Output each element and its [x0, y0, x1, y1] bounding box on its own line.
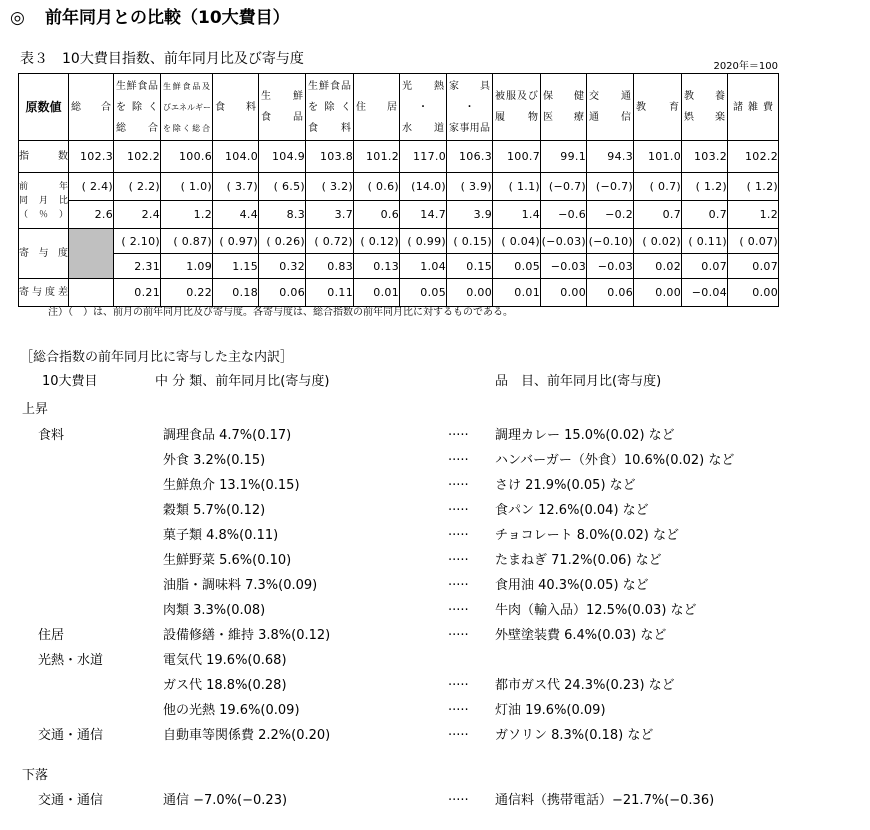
header-line: 生鮮食品 — [116, 80, 158, 92]
header-furniture — [447, 74, 493, 141]
subclass-value: ガス代 18.8%(0.28) — [163, 678, 287, 693]
shaded-blank-cell — [69, 229, 114, 279]
header-line: 保 健 — [543, 91, 584, 102]
header-line: 総 合 — [71, 101, 111, 113]
value-cell: 1.4 — [493, 201, 541, 229]
value-cell: 0.13 — [354, 254, 400, 279]
item-value: 食パン 12.6%(0.04) など — [495, 503, 649, 518]
value-cell: 0.07 — [682, 254, 728, 279]
value-cell: 0.6 — [354, 201, 400, 229]
value-cell: 104.9 — [259, 141, 306, 173]
value-cell: ( 0.6) — [354, 173, 400, 201]
value-cell: 0.07 — [728, 254, 779, 279]
header-line: 教 養 — [684, 91, 725, 102]
leader-dots: ····· — [448, 628, 469, 643]
subclass-value: 肉類 3.3%(0.08) — [163, 603, 266, 618]
cpi-table — [18, 73, 779, 307]
subclass-value: 外食 3.2%(0.15) — [163, 453, 266, 468]
value-cell: 2.4 — [114, 201, 161, 229]
value-cell: 0.15 — [447, 254, 493, 279]
header-housing — [354, 74, 400, 141]
breakdown-col-category: 10大費目 — [42, 374, 98, 389]
row-yoy-curr — [19, 201, 779, 229]
subclass-value: 菓子類 4.8%(0.11) — [163, 528, 279, 543]
value-cell: ( 0.11) — [682, 229, 728, 254]
subclass-value: 油脂・調味料 7.3%(0.09) — [163, 578, 318, 593]
row-contrib-curr — [19, 254, 779, 279]
value-cell: 0.00 — [728, 279, 779, 307]
value-cell: 103.8 — [306, 141, 354, 173]
subclass-value: 他の光熱 19.6%(0.09) — [163, 703, 300, 718]
table-header-row — [19, 74, 779, 141]
value-cell: (−0.10) — [587, 229, 634, 254]
header-line: びエネルギー — [163, 102, 211, 112]
leader-dots: ····· — [448, 678, 469, 693]
leader-dots: ····· — [448, 578, 469, 593]
row-label-text: 寄与度 — [19, 247, 68, 259]
header-fresh-food — [259, 74, 306, 141]
value-cell: 0.01 — [354, 279, 400, 307]
value-cell: 102.3 — [69, 141, 114, 173]
header-line: 住 居 — [356, 101, 397, 113]
value-cell: 0.7 — [682, 201, 728, 229]
value-cell: 101.2 — [354, 141, 400, 173]
value-cell: 102.2 — [728, 141, 779, 173]
value-cell: 3.7 — [306, 201, 354, 229]
leader-dots: ····· — [448, 428, 469, 443]
header-line: 食 料 — [308, 122, 351, 134]
value-cell: 8.3 — [259, 201, 306, 229]
header-education — [634, 74, 682, 141]
row-contrib-diff — [19, 279, 779, 307]
value-cell: −0.6 — [541, 201, 587, 229]
rise-label: 上昇 — [22, 402, 49, 417]
row-label-contrib-diff — [19, 279, 69, 307]
value-cell: −0.03 — [541, 254, 587, 279]
header-raw-values — [19, 74, 69, 141]
value-cell: 117.0 — [400, 141, 447, 173]
value-cell: 1.2 — [161, 201, 213, 229]
header-line: 教 育 — [636, 101, 679, 113]
item-value: ハンバーガー（外食）10.6%(0.02) など — [495, 453, 735, 468]
value-cell: 0.00 — [634, 279, 682, 307]
leader-dots: ····· — [448, 703, 469, 718]
subclass-value: 調理食品 4.7%(0.17) — [163, 428, 292, 443]
value-cell: −0.2 — [587, 201, 634, 229]
value-cell: 0.18 — [213, 279, 259, 307]
header-line: 家 具 — [449, 80, 490, 92]
header-line: を除く — [116, 101, 158, 113]
category-label: 光熱・水道 — [38, 653, 104, 668]
header-fuel-light-water — [400, 74, 447, 141]
value-cell: (−0.7) — [587, 173, 634, 201]
header-line: 履 物 — [495, 112, 538, 123]
value-cell: 2.6 — [69, 201, 114, 229]
value-cell: 0.05 — [493, 254, 541, 279]
header-line: 食 料 — [215, 101, 256, 113]
value-cell: ( 1.1) — [493, 173, 541, 201]
value-cell: ( 3.2) — [306, 173, 354, 201]
leader-dots: ····· — [448, 528, 469, 543]
header-all-items — [69, 74, 114, 141]
value-cell: ( 0.99) — [400, 229, 447, 254]
value-cell: ( 0.04) — [493, 229, 541, 254]
breakdown-col-item: 品 目、前年同月比(寄与度) — [495, 374, 662, 389]
value-cell: ( 2.2) — [114, 173, 161, 201]
value-cell: 0.05 — [400, 279, 447, 307]
value-cell: ( 6.5) — [259, 173, 306, 201]
header-line: 総 合 — [116, 122, 158, 134]
leader-dots: ····· — [448, 793, 469, 808]
value-cell: (14.0) — [400, 173, 447, 201]
leader-dots: ····· — [448, 478, 469, 493]
header-line: 生鮮食品 — [308, 80, 351, 92]
value-cell: ( 3.9) — [447, 173, 493, 201]
header-line: 原数値 — [25, 99, 62, 114]
header-line: を除く総合 — [163, 123, 210, 133]
category-label: 交通・通信 — [38, 728, 104, 743]
subclass-value: 自動車等関係費 2.2%(0.20) — [163, 728, 331, 743]
value-cell: ( 0.87) — [161, 229, 213, 254]
header-food-excl-fresh — [306, 74, 354, 141]
header-line: 通 信 — [589, 112, 631, 123]
item-value: ガソリン 8.3%(0.18) など — [495, 728, 654, 743]
value-cell: ( 0.02) — [634, 229, 682, 254]
value-cell: 0.02 — [634, 254, 682, 279]
breakdown-heading: ［総合指数の前年同月比に寄与した主な内訳］ — [20, 350, 294, 365]
leader-dots: ····· — [448, 603, 469, 618]
item-value: 外壁塗装費 6.4%(0.03) など — [495, 628, 667, 643]
item-value: 調理カレー 15.0%(0.02) など — [495, 428, 675, 443]
header-line: 家事用品 — [449, 122, 490, 134]
subclass-value: 穀類 5.7%(0.12) — [163, 503, 266, 518]
header-medical — [541, 74, 587, 141]
value-cell: 1.09 — [161, 254, 213, 279]
table-caption: 表３ 10大費目指数、前年同月比及び寄与度 — [20, 51, 304, 67]
value-cell: ( 1.2) — [728, 173, 779, 201]
row-label-text: 指 数 — [19, 150, 68, 162]
header-line: 生 鮮 — [261, 91, 303, 102]
category-label: 食料 — [38, 428, 65, 443]
row-label-text: 寄与度差 — [19, 286, 68, 298]
row-label-yoy — [19, 173, 69, 229]
value-cell: ( 0.07) — [728, 229, 779, 254]
value-cell: 102.2 — [114, 141, 161, 173]
value-cell: ( 1.0) — [161, 173, 213, 201]
header-line: ・ — [418, 101, 428, 113]
header-line: 諸雑費 — [733, 101, 773, 113]
row-label-text: （％） — [19, 209, 68, 220]
title-mark-icon: ◎ — [10, 8, 25, 28]
value-cell: 103.2 — [682, 141, 728, 173]
value-cell: ( 3.7) — [213, 173, 259, 201]
base-year-label: 2020年＝100 — [713, 61, 778, 72]
page-title: 前年同月との比較（10大費目） — [45, 8, 290, 28]
value-cell: 0.06 — [259, 279, 306, 307]
item-value: チョコレート 8.0%(0.02) など — [495, 528, 679, 543]
value-cell: ( 2.10) — [114, 229, 161, 254]
value-cell: 1.04 — [400, 254, 447, 279]
value-cell: (−0.7) — [541, 173, 587, 201]
value-cell: ( 0.15) — [447, 229, 493, 254]
value-cell: 1.15 — [213, 254, 259, 279]
header-line: 娯 楽 — [684, 112, 725, 123]
row-label-text: 前 年 — [19, 181, 68, 192]
category-label: 住居 — [38, 628, 65, 643]
value-cell: ( 0.12) — [354, 229, 400, 254]
value-cell: 0.00 — [447, 279, 493, 307]
value-cell: 0.11 — [306, 279, 354, 307]
table-note: 注）（ ）は、前月の前年同月比及び寄与度。各寄与度は、総合指数の前年同月比に対するものである。 — [48, 307, 513, 318]
value-cell: 14.7 — [400, 201, 447, 229]
header-line: 食 品 — [261, 112, 303, 123]
header-misc — [728, 74, 779, 141]
item-value: 食用油 40.3%(0.05) など — [495, 578, 649, 593]
leader-dots: ····· — [448, 728, 469, 743]
category-label: 交通・通信 — [38, 793, 104, 808]
header-food — [213, 74, 259, 141]
value-cell: 2.31 — [114, 254, 161, 279]
leader-dots: ····· — [448, 553, 469, 568]
value-cell: 0.22 — [161, 279, 213, 307]
value-cell: ( 2.4) — [69, 173, 114, 201]
row-label-index — [19, 141, 69, 173]
value-cell: 106.3 — [447, 141, 493, 173]
header-line: 生鮮食品及 — [163, 81, 210, 91]
value-cell: 0.06 — [587, 279, 634, 307]
header-clothing — [493, 74, 541, 141]
value-cell: 1.2 — [728, 201, 779, 229]
row-label-contrib — [19, 229, 69, 279]
value-cell: 0.32 — [259, 254, 306, 279]
row-contrib-prev — [19, 229, 779, 254]
value-cell: −0.03 — [587, 254, 634, 279]
value-cell: ( 0.97) — [213, 229, 259, 254]
row-yoy-prev — [19, 173, 779, 201]
value-cell: 94.3 — [587, 141, 634, 173]
header-line: ・ — [464, 101, 475, 113]
value-cell: ( 1.2) — [682, 173, 728, 201]
value-cell: 100.7 — [493, 141, 541, 173]
value-cell: 99.1 — [541, 141, 587, 173]
header-line: 被服及び — [495, 91, 538, 102]
header-line: を除く — [308, 101, 351, 113]
item-value: 都市ガス代 24.3%(0.23) など — [495, 678, 675, 693]
value-cell: 101.0 — [634, 141, 682, 173]
item-value: 通信料（携帯電話）−21.7%(−0.36) — [495, 793, 715, 808]
value-cell: 0.7 — [634, 201, 682, 229]
value-cell: 0.83 — [306, 254, 354, 279]
item-value: 牛肉（輸入品）12.5%(0.03) など — [495, 603, 697, 618]
value-cell: 0.01 — [493, 279, 541, 307]
subclass-value: 生鮮魚介 13.1%(0.15) — [163, 478, 300, 493]
fall-label: 下落 — [22, 768, 49, 783]
header-recreation — [682, 74, 728, 141]
value-cell: 100.6 — [161, 141, 213, 173]
item-value: たまねぎ 71.2%(0.06) など — [495, 553, 662, 568]
subclass-value: 設備修繕・維持 3.8%(0.12) — [163, 628, 331, 643]
value-cell: 4.4 — [213, 201, 259, 229]
header-transport — [587, 74, 634, 141]
header-line: 交 通 — [589, 91, 631, 102]
blank-cell — [69, 279, 114, 307]
header-core-core — [161, 74, 213, 141]
value-cell: 104.0 — [213, 141, 259, 173]
value-cell: (−0.03) — [541, 229, 587, 254]
subclass-value: 通信 −7.0%(−0.23) — [163, 793, 288, 808]
value-cell: ( 0.7) — [634, 173, 682, 201]
value-cell: 3.9 — [447, 201, 493, 229]
row-index — [19, 141, 779, 173]
leader-dots: ····· — [448, 453, 469, 468]
header-line: 光 熱 — [402, 80, 444, 92]
breakdown-col-subclass: 中 分 類、前年同月比(寄与度) — [155, 374, 330, 389]
value-cell: 0.21 — [114, 279, 161, 307]
subclass-value: 電気代 19.6%(0.68) — [163, 653, 287, 668]
item-value: 灯油 19.6%(0.09) — [495, 703, 606, 718]
leader-dots: ····· — [448, 503, 469, 518]
header-line: 医 療 — [543, 112, 584, 123]
value-cell: ( 0.26) — [259, 229, 306, 254]
value-cell: −0.04 — [682, 279, 728, 307]
value-cell: 0.00 — [541, 279, 587, 307]
header-core — [114, 74, 161, 141]
subclass-value: 生鮮野菜 5.6%(0.10) — [163, 553, 292, 568]
row-label-text: 同月比 — [19, 195, 68, 206]
item-value: さけ 21.9%(0.05) など — [495, 478, 636, 493]
value-cell: ( 0.72) — [306, 229, 354, 254]
header-line: 水 道 — [402, 122, 444, 134]
